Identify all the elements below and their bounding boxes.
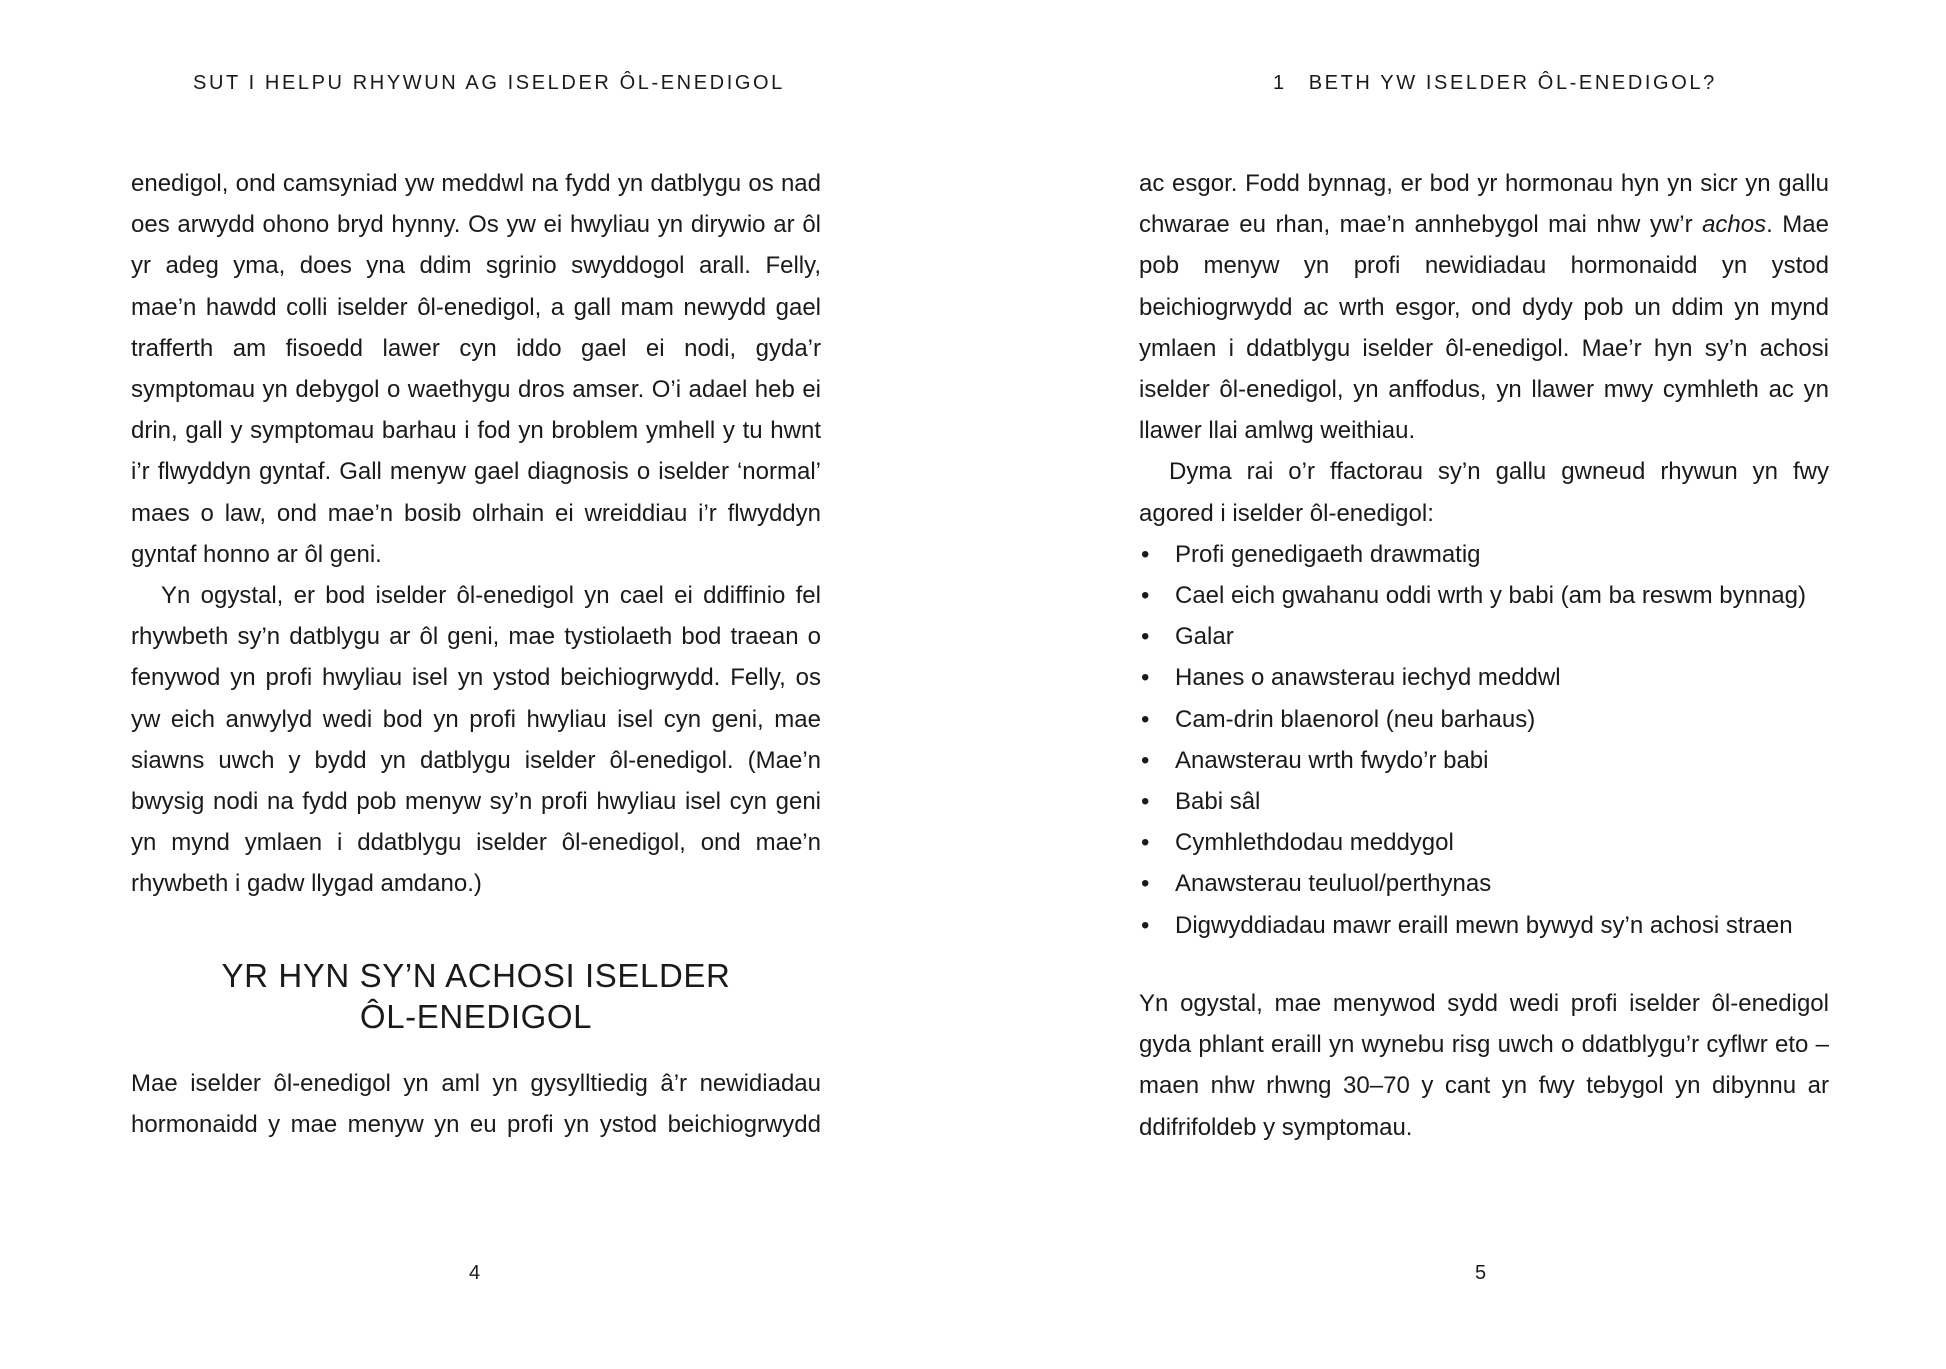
chapter-title: BETH YW ISELDER ÔL-ENEDIGOL?: [1308, 72, 1717, 94]
bullet-icon: •: [1141, 911, 1150, 939]
list-item-text: Galar: [1175, 623, 1234, 651]
page-number: 5: [1475, 1262, 1487, 1284]
paragraph: Yn ogystal, er bod iselder ôl-enedigol yn cael ei ddiffinio fel rhywbeth sy’n datblygu ar ôl geni, mae tystiolaeth bod traean o fenywod yn profi hwyliau isel yn ystod beichiogrwydd. Felly, os yw eich anwylyd wedi bod yn profi hwyliau isel cyn geni, mae siawns uwch y bydd yn datblygu iselder ôl-enedigol. (Mae’n bwysig nodi na fydd pob menyw sy’n profi hwyliau isel cyn geni yn mynd ymlaen i ddatblygu iselder ôl-enedigol, ond mae’n rhywbeth i gadw llygad amdano.): [131, 582, 821, 898]
running-head-chapter-title: [1273, 72, 1717, 95]
paragraph: Mae iselder ôl-enedigol yn aml yn gysylltiedig â’r newidiadau hormonaidd y mae menyw yn eu profi yn ystod beichiogrwydd: [131, 1070, 821, 1139]
bullet-icon: •: [1141, 746, 1150, 774]
list-item-text: Babi sâl: [1175, 788, 1261, 816]
page-number: 4: [469, 1262, 481, 1284]
paragraph: [1139, 163, 1829, 451]
section-heading-line-1: YR HYN SY’N ACHOSI ISELDER: [221, 957, 731, 994]
bullet-icon: •: [1141, 582, 1150, 610]
list-item: [1139, 575, 1829, 616]
list-item-text: Cam-drin blaenorol (neu barhaus): [1175, 705, 1536, 733]
list-item: [1139, 740, 1829, 781]
right-body-text-continued: [1139, 983, 1829, 1148]
list-item: [1139, 905, 1829, 946]
right-page: [973, 0, 1946, 1369]
list-item: [1139, 616, 1829, 657]
list-item-text: Digwyddiadau mawr eraill mewn bywyd sy’n achosi straen: [1175, 911, 1793, 939]
list-item-text: Anawsterau teuluol/perthynas: [1175, 870, 1492, 898]
running-head-book-title: SUT I HELPU RHYWUN AG ISELDER ÔL-ENEDIGOL: [193, 72, 785, 94]
paragraph-text: ac esgor. Fodd bynnag, er bod yr hormonau hyn yn sicr yn gallu chwarae eu rhan, mae’n annhebygol mai nhw yw’r: [1139, 170, 1829, 239]
paragraph: enedigol, ond camsyniad yw meddwl na fydd yn datblygu os nad oes arwydd ohono bryd hynny. Os yw ei hwyliau yn dirywio ar ôl yr adeg yma, does yna ddim sgrinio swyddogol arall. Felly, mae’n hawdd colli iselder ôl-enedigol, a gall mam newydd gael trafferth am fisoedd lawer cyn iddo gael ei nodi, gyda’r symptomau yn debygol o waethygu dros amser. O’i adael heb ei drin, gall y symptomau barhau i fod yn broblem ymhell y tu hwnt i’r flwyddyn gyntaf. Gall menyw gael diagnosis o iselder ‘normal’ maes o law, ond mae’n bosib olrhain ei wreiddiau i’r flwyddyn gyntaf honno ar ôl geni.: [131, 170, 821, 568]
section-heading-line-2: ÔL-ENEDIGOL: [359, 998, 593, 1035]
list-item-text: Cael eich gwahanu oddi wrth y babi (am ba reswm bynnag): [1175, 582, 1806, 610]
list-item-text: Anawsterau wrth fwydo’r babi: [1175, 746, 1489, 774]
paragraph: Yn ogystal, mae menywod sydd wedi profi iselder ôl-enedigol gyda phlant eraill yn wynebu risg uwch o ddatblygu’r cyflwr eto – maen nhw rhwng 30–70 y cant yn fwy tebygol yn dibynnu ar ddifrifoldeb y symptomau.: [1139, 990, 1829, 1141]
list-item: [1139, 699, 1829, 740]
list-item: [1139, 863, 1829, 904]
left-body-text: [131, 163, 821, 905]
left-body-text-continued: [131, 1063, 821, 1145]
paragraph-text: . Mae pob menyw yn profi newidiadau hormonaidd yn ystod beichiogrwydd ac wrth esgor, ond dydy pob un ddim yn mynd ymlaen i ddatblygu iselder ôl-enedigol. Mae’r hyn sy’n achosi iselder ôl-enedigol, yn anffodus, yn llawer mwy cymhleth ac yn llawer llai amlwg weithiau.: [1139, 211, 1829, 445]
right-body-text: [1139, 163, 1829, 946]
bullet-icon: •: [1141, 829, 1150, 857]
bullet-icon: •: [1141, 870, 1150, 898]
paragraph: Dyma rai o’r ffactorau sy’n gallu gwneud rhywun yn fwy agored i iselder ôl-enedigol:: [1139, 458, 1829, 527]
list-item: [1139, 781, 1829, 822]
list-item-text: Hanes o anawsterau iechyd meddwl: [1175, 664, 1561, 692]
bullet-icon: •: [1141, 705, 1150, 733]
list-item: [1139, 657, 1829, 698]
list-item-text: Cymhlethdodau meddygol: [1175, 829, 1454, 857]
bullet-icon: •: [1141, 623, 1150, 651]
list-item: [1139, 822, 1829, 863]
chapter-number: 1: [1273, 72, 1287, 94]
list-item-text: Profi genedigaeth drawmatig: [1175, 540, 1481, 568]
risk-factor-list: [1139, 534, 1829, 946]
section-heading: [131, 955, 821, 1037]
list-item: [1139, 534, 1829, 575]
emphasis: achos: [1702, 211, 1767, 239]
bullet-icon: •: [1141, 540, 1150, 568]
bullet-icon: •: [1141, 664, 1150, 692]
bullet-icon: •: [1141, 788, 1150, 816]
